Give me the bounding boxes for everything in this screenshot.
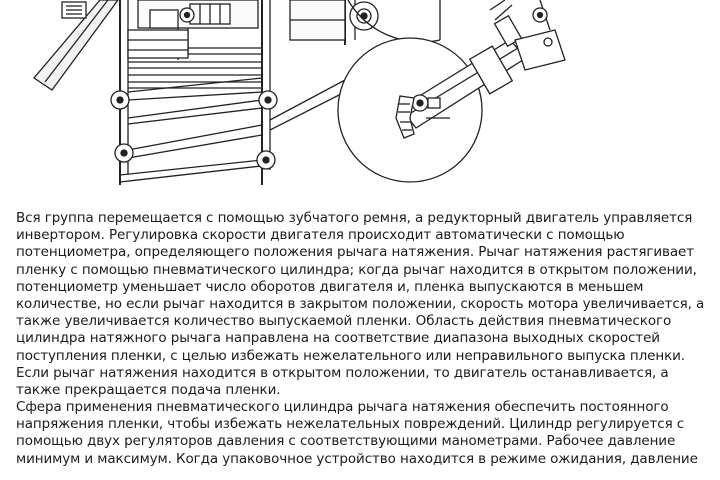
frame: [120, 0, 355, 185]
text-line: потенциометра, определяющего положения рычага натяжения. Рычаг натяжения растягивает: [16, 244, 695, 261]
text-line: минимум и максимум. Когда упаковочное устройство находится в режиме ожидания, давление: [16, 450, 698, 467]
mechanical-drawing: [0, 0, 720, 200]
text-line: также прекращается подача пленки.: [16, 381, 281, 398]
feed-arm-icon: [34, 0, 118, 90]
text-line: Если рычаг натяжения находится в открытом положении, то двигатель останавливается, а: [16, 364, 669, 381]
text-line: напряжения пленки, чтобы избежать нежелательных повреждений. Цилиндр регулируется с: [16, 416, 685, 433]
text-line: инвертором. Регулировка скорости двигателя происходит автоматически с помощью: [16, 227, 625, 244]
text-line: цилиндра натяжного рычага направлена на соответствие диапазона выходных скоростей: [16, 330, 660, 347]
text-line: пленку с помощью пневматического цилиндра; когда рычаг находится в открытом положении,: [16, 261, 697, 278]
text-line: также увеличивается количество выпускаемой пленки. Область действия пневматического: [16, 313, 672, 330]
text-line: поступления пленки, с целью избежать нежелательного или неправильного выпуска пленки.: [16, 347, 685, 364]
text-line: помощью двух регуляторов давления с соответствующими манометрами. Рабочее давление: [16, 433, 676, 450]
text-line: потенциометр уменьшает число оборотов двигателя и, пленка выпускаются в меньшем: [16, 278, 644, 295]
text-line: количестве, но если рычаг находится в закрытом положении, скорость мотора увеличивается, а: [16, 295, 705, 312]
text-line: Вся группа перемещается с помощью зубчатого ремня, а редукторный двигатель управляется: [16, 210, 693, 226]
text-line: Сфера применения пневматического цилиндра рычага натяжения обеспечить постоянного: [16, 399, 669, 416]
description-text: [16, 210, 712, 468]
